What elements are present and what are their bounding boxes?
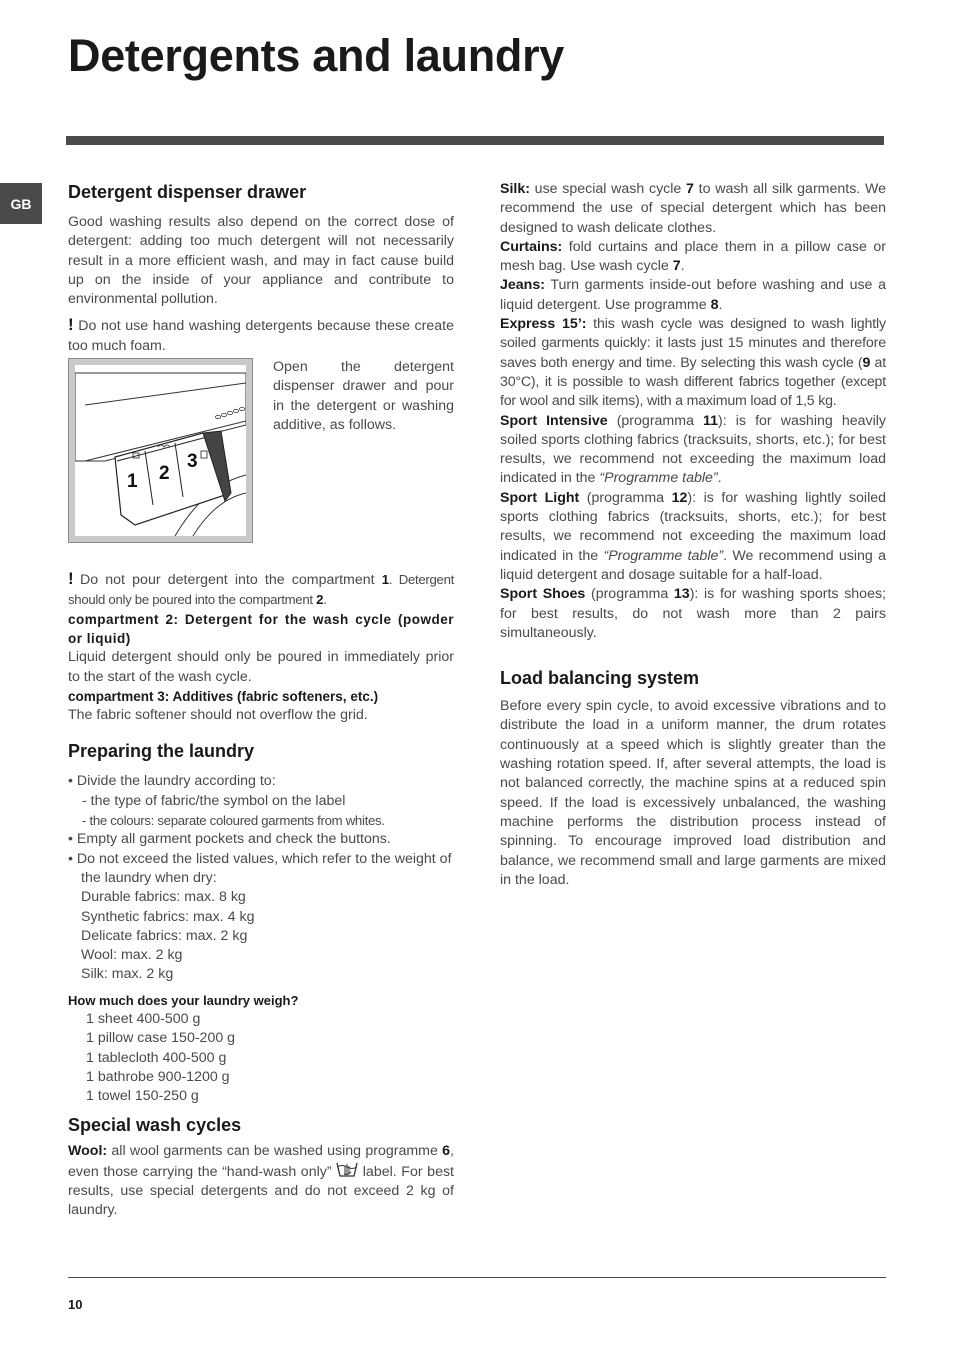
limit-item: Delicate fabrics: max. 2 kg	[81, 927, 248, 944]
weight-item: 1 sheet 400-500 g	[86, 1011, 201, 1028]
special-heading: Special wash cycles	[68, 1114, 242, 1135]
list-subitem: - the colours: separate coloured garments from whites.	[82, 813, 385, 829]
hand-wash-icon	[336, 1161, 358, 1178]
title-rule	[66, 136, 884, 145]
curtains-paragraph	[500, 238, 886, 277]
curtains-text: .	[680, 258, 685, 275]
page-title: Detergents and laundry	[68, 30, 565, 81]
programme-number: 13	[673, 586, 690, 603]
silk-paragraph	[500, 180, 886, 238]
language-tab: GB	[0, 183, 42, 224]
compartment-warning-text: .	[323, 592, 327, 608]
compartment-warning	[68, 569, 454, 610]
express-text: at 30°C), it is possible to wash different fabrics together (except for wool and silk items), with a maximum load of 1,5 kg.	[500, 354, 886, 410]
wool-paragraph	[68, 1142, 454, 1221]
sport-light-text: ): is for washing lightly soiled sports clothing fabrics (tracksuits, shorts, etc.); for best results, we recommend not exceeding the maximum load indicated in the	[500, 489, 886, 564]
sport-shoes-label: Sport Shoes	[500, 586, 586, 603]
hand-wash-warning	[68, 315, 454, 356]
warning-icon: !	[68, 569, 74, 589]
weight-item: 1 bathrobe 900-1200 g	[86, 1068, 230, 1085]
sport-shoes-paragraph	[500, 585, 886, 643]
weights-list	[68, 1010, 454, 1106]
preparing-list	[68, 772, 454, 984]
compartment-warning-text: . Detergent should only be poured into the compartment	[68, 572, 454, 608]
list-item: • Do not exceed the listed values, which refer to the weight of the laundry when dry:	[68, 850, 452, 886]
left-column	[68, 180, 454, 1221]
silk-label: Silk:	[500, 181, 530, 197]
balancing-heading: Load balancing system	[500, 668, 700, 689]
dispenser-intro: Good washing results also depend on the correct dose of detergent: adding too much detergent will not necessarily result in a more efficient wash, and may in fact cause build up on the inside of your appliance and contribute to environmental pollution.	[68, 214, 454, 308]
programme-number: 7	[672, 258, 681, 275]
programme-number: 8	[710, 296, 719, 313]
limit-item: Silk: max. 2 kg	[81, 966, 174, 983]
jeans-label: Jeans:	[500, 277, 545, 294]
page-number: 10	[68, 1297, 83, 1312]
limit-item: Wool: max. 2 kg	[81, 947, 183, 964]
compartment-2-text: Liquid detergent should only be poured in immediately prior to the start of the wash cycle.	[68, 649, 454, 685]
programme-number: 11	[703, 412, 719, 429]
programme-number: 7	[686, 181, 694, 197]
sport-light-text: (programma	[579, 489, 672, 506]
sport-shoes-text: ): is for washing sports shoes; for best results, do not wash more than 2 pairs simultaneously.	[500, 586, 886, 641]
compartment-3-text: The fabric softener should not overflow the grid.	[68, 707, 368, 724]
sport-shoes-text: (programma	[585, 586, 674, 603]
list-item-weight	[68, 850, 454, 889]
compartment-number: 2	[316, 592, 324, 608]
sport-light-label: Sport Light	[500, 489, 580, 506]
compartment-2-heading: compartment 2: Detergent for the wash cycle (powder or liquid)	[68, 611, 454, 646]
compartment-3-heading: compartment 3: Additives (fabric softeners, etc.)	[68, 688, 379, 704]
silk-text: to wash all silk garments. We recommend the use of special detergent which has been designed to wash delicate clothes.	[500, 181, 886, 236]
programme-number: 6	[442, 1142, 451, 1159]
weight-item: 1 pillow case 150-200 g	[86, 1030, 236, 1047]
sport-intensive-text: .	[717, 470, 722, 487]
hand-wash-warning-text: Do not use hand washing detergents because these create too much foam.	[68, 318, 454, 354]
wool-text: label. For best results, use special detergents and do not exceed 2 kg of laundry.	[68, 1163, 455, 1219]
jeans-text: Turn garments inside-out before washing and use a liquid detergent. Use programme	[500, 277, 886, 313]
balancing-text: Before every spin cycle, to avoid excessive vibrations and to distribute the load in a uniform manner, the drum rotates continuously at a speed which is slightly greater than the washing rotation speed. If, after several attempts, the load is not balanced correctly, the machine spins at a reduced spin speed. If the load is excessively unbalanced, the washing machine performs the distribution process instead of spinning. To encourage improved load distribution and balance, we recommend small and large garments are mixed in the load.	[500, 698, 886, 888]
express-label: Express 15’:	[500, 316, 587, 333]
list-item: • Divide the laundry according to:	[68, 773, 276, 790]
programme-number: 9	[862, 354, 871, 371]
wool-label: Wool:	[68, 1142, 108, 1159]
warning-icon: !	[68, 315, 74, 335]
compartment-warning-text: Do not pour detergent into the compartment	[79, 572, 382, 589]
programme-table-ref: “Programme table”	[603, 547, 724, 564]
footer-rule	[68, 1277, 886, 1278]
curtains-label: Curtains:	[500, 238, 563, 255]
drawer-drawing	[75, 365, 246, 536]
sport-intensive-label: Sport Intensive	[500, 412, 608, 429]
compartment-number: 1	[381, 572, 389, 588]
express-paragraph	[500, 315, 886, 411]
sport-light-text: . We recommend using a liquid detergent and dosage suitable for a half-load.	[500, 547, 886, 583]
list-subitem: - the type of fabric/the symbol on the label	[82, 792, 346, 809]
dispenser-figure-block	[68, 358, 454, 543]
jeans-text: .	[718, 296, 723, 313]
list-item: • Empty all garment pockets and check the buttons.	[68, 831, 391, 848]
limit-item: Synthetic fabrics: max. 4 kg	[81, 908, 255, 925]
preparing-heading: Preparing the laundry	[68, 741, 255, 762]
programme-table-ref: “Programme table”	[599, 470, 718, 487]
weigh-heading: How much does your laundry weigh?	[68, 992, 299, 1008]
wool-text: all wool garments can be washed using programme	[107, 1142, 443, 1159]
weight-item: 1 towel 150-250 g	[86, 1088, 199, 1105]
weight-limits	[68, 888, 454, 984]
jeans-paragraph	[500, 276, 886, 315]
limit-item: Durable fabrics: max. 8 kg	[81, 889, 246, 906]
programme-number: 12	[671, 489, 688, 506]
compartment-1-label: 1	[127, 471, 138, 493]
dispenser-heading: Detergent dispenser drawer	[68, 182, 307, 202]
weight-item: 1 tablecloth 400-500 g	[86, 1049, 227, 1066]
wool-text: , even those carrying the “hand-wash only”	[68, 1142, 454, 1180]
express-text: this wash cycle was designed to wash lightly soiled garments quickly: it lasts just 15 minutes and therefore saves both energy and time. By selecting this wash cycle (	[500, 316, 886, 371]
right-column	[500, 180, 886, 890]
sport-intensive-text: ): is for washing heavily soiled sports clothing fabrics (tracksuits, shorts, etc.); for best results, we recommend not exceeding the maximum load indicated in the	[500, 412, 886, 487]
sport-intensive-text: (programma	[607, 412, 704, 429]
curtains-text: fold curtains and place them in a pillow case or mesh bag. Use wash cycle	[500, 238, 886, 275]
sport-light-paragraph	[500, 489, 886, 585]
silk-text: use special wash cycle	[529, 181, 687, 197]
compartment-3-label: 3	[187, 451, 198, 473]
sport-intensive-paragraph	[500, 412, 886, 489]
figure-caption: Open the detergent dispenser drawer and pour in the detergent or washing additive, as follows.	[273, 359, 454, 433]
dispenser-drawer-illustration	[68, 358, 253, 543]
compartment-2-label: 2	[159, 463, 170, 485]
